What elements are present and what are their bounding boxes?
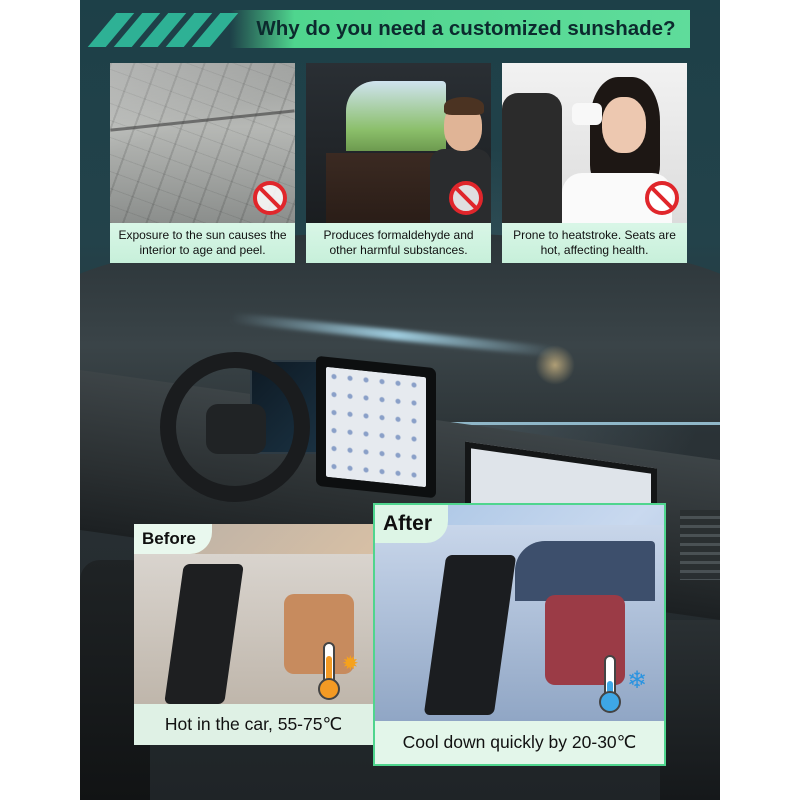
after-label: After [375,505,448,543]
problem-card-heatstroke [502,63,687,263]
prohibited-icon [645,181,679,215]
header-stripes [82,13,232,47]
passenger-seat [660,620,720,800]
page-title: Why do you need a customized sunshade? [256,17,676,40]
thermometer-hot-icon [318,642,340,698]
woman-heatstroke-photo [502,63,687,223]
snowflake-icon: ❄ [627,667,648,694]
after-caption: Cool down quickly by 20-30℃ [375,721,664,764]
lens-flare [535,345,575,385]
leather-seat-photo [110,63,295,223]
sun-icon: ✹ [342,653,359,675]
infotainment-screen [316,356,436,499]
problem-caption: Produces formaldehyde and other harmful substances. [306,223,491,263]
title-banner [230,10,690,48]
problem-card-interior-aging [110,63,295,263]
before-label: Before [134,524,212,554]
problem-card-harmful-substances [306,63,491,263]
after-panel [373,503,666,766]
before-caption: Hot in the car, 55-75℃ [134,704,373,745]
problem-caption: Prone to heatstroke. Seats are hot, affecting health. [502,223,687,263]
air-vent [680,510,720,580]
steering-wheel-hub [206,404,266,454]
man-in-car-photo [306,63,491,223]
product-poster [80,0,720,800]
prohibited-icon [449,181,483,215]
prohibited-icon [253,181,287,215]
before-panel [134,524,373,745]
problem-caption: Exposure to the sun causes the interior to age and peel. [110,223,295,263]
thermometer-cold-icon [599,655,621,711]
